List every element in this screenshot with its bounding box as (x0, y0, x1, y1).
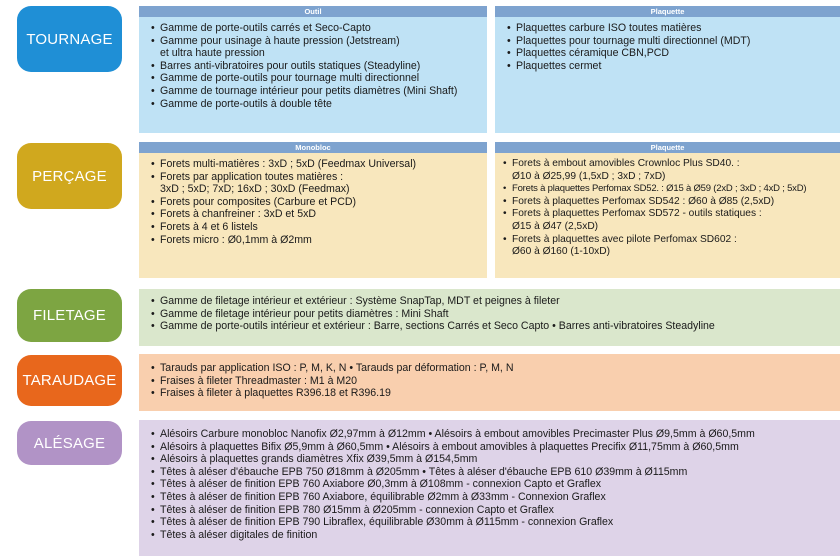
list-item: • Forets à plaquettes Perfomax SD52. : Ø15 à Ø59 (2xD ; 3xD ; 4xD ; 5xD) (503, 183, 838, 196)
list-item: • Fraises à fileter à plaquettes R396.18 et R396.19 (151, 387, 834, 400)
list-item: • Forets pour composites (Carbure et PCD) (151, 196, 481, 209)
column-header: Outil (139, 6, 487, 17)
list-item: • Plaquettes carbure ISO toutes matières (507, 22, 834, 35)
list-item: • Barres anti-vibratoires pour outils statiques (Steadyline) (151, 60, 481, 73)
list-item: • Forets à plaquettes Perfomax SD542 : Ø60 à Ø85 (2,5xD) (503, 196, 838, 209)
list-item: • Alésoirs à plaquettes Bifix Ø5,9mm à Ø60,5mm • Alésoirs à embout amovibles à plaquettes Precifix Ø11,75mm à Ø60,5mm (151, 441, 834, 454)
list-item: • Forets à plaquettes Perfomax SD572 - outils statiques : Ø15 à Ø47 (2,5xD) (503, 208, 838, 233)
list-item: • Gamme de porte-outils intérieur et extérieur : Barre, sections Carrés et Seco Capto • Barres anti-vibratoires Steadyline (151, 320, 834, 333)
list-item: • Forets par application toutes matières : 3xD ; 5xD; 7xD; 16xD ; 30xD (Feedmax) (151, 171, 481, 196)
list-item: • Plaquettes céramique CBN,PCD (507, 47, 834, 60)
list-item: • Gamme de filetage intérieur pour petits diamètres : Mini Shaft (151, 308, 834, 321)
list-item: • Forets à embout amovibles Crownloc Plus SD40. : Ø10 à Ø25,99 (1,5xD ; 3xD ; 7xD) (503, 158, 838, 183)
percage-monobloc-panel (139, 142, 487, 278)
tab-taraudage (17, 355, 122, 406)
list-item: • Forets micro : Ø0,1mm à Ø2mm (151, 234, 481, 247)
tab-label: TARAUDAGE (22, 372, 117, 389)
list-item: • Gamme de tournage intérieur pour petits diamètres (Mini Shaft) (151, 85, 481, 98)
tab-label: FILETAGE (32, 307, 106, 324)
list-item: • Gamme de filetage intérieur et extérieur : Système SnapTap, MDT et peignes à fileter (151, 295, 834, 308)
percage-plaquette-panel (495, 142, 840, 278)
tab-label: ALÉSAGE (33, 434, 106, 452)
column-header: Monobloc (139, 142, 487, 153)
list-item: • Plaquettes cermet (507, 60, 834, 73)
tab-filetage (17, 289, 122, 342)
list-item: • Forets à plaquettes avec pilote Perfomax SD602 : Ø60 à Ø160 (1-10xD) (503, 234, 838, 259)
list-item: • Têtes à aléser de finition EPB 780 Ø15mm à Ø205mm - connexion Capto et Graflex (151, 504, 834, 517)
tournage-plaquette-panel (495, 6, 840, 133)
tab-percage (17, 143, 122, 209)
list-item: • Forets à chanfreiner : 3xD et 5xD (151, 208, 481, 221)
taraudage-panel (139, 354, 840, 411)
list-item: • Têtes à aléser d'ébauche EPB 750 Ø18mm à Ø205mm • Têtes à aléser d'ébauche EPB 610 Ø39mm à Ø115mm (151, 466, 834, 479)
list-item: • Forets à 4 et 6 listels (151, 221, 481, 234)
list-item: • Gamme de porte-outils pour tournage multi directionnel (151, 72, 481, 85)
list-item: • Gamme de porte-outils à double tête (151, 98, 481, 111)
list-item: • Alésoirs à plaquettes grands diamètres Xfix Ø39,5mm à Ø154,5mm (151, 453, 834, 466)
list-item: • Forets multi-matières : 3xD ; 5xD (Feedmax Universal) (151, 158, 481, 171)
column-header: Plaquette (495, 6, 840, 17)
tab-tournage (17, 6, 122, 72)
alesage-panel (139, 420, 840, 556)
list-item: • Têtes à aléser de finition EPB 790 Libraflex, équilibrable Ø30mm à Ø115mm - connexion Graflex (151, 516, 834, 529)
filetage-panel (139, 289, 840, 346)
tab-label: TOURNAGE (26, 30, 113, 48)
list-item: • Plaquettes pour tournage multi directionnel (MDT) (507, 35, 834, 48)
list-item: • Fraises à fileter Threadmaster : M1 à M20 (151, 375, 834, 388)
tournage-outil-panel (139, 6, 487, 133)
tab-alesage (17, 421, 122, 465)
list-item: • Gamme pour usinage à haute pression (Jetstream) et ultra haute pression (151, 35, 481, 60)
list-item: • Têtes à aléser digitales de finition (151, 529, 834, 542)
column-header: Plaquette (495, 142, 840, 153)
list-item: • Têtes à aléser de finition EPB 760 Axiabore Ø0,3mm à Ø108mm - connexion Capto et Graflex (151, 478, 834, 491)
list-item: • Tarauds par application ISO : P, M, K, N • Tarauds par déformation : P, M, N (151, 362, 834, 375)
list-item: • Têtes à aléser de finition EPB 760 Axiabore, équilibrable Ø2mm à Ø33mm - Connexion Graflex (151, 491, 834, 504)
list-item: • Alésoirs Carbure monobloc Nanofix Ø2,97mm à Ø12mm • Alésoirs à embout amovibles Precimaster Plus Ø9,5mm à Ø60,5mm (151, 428, 834, 441)
tab-label: PERÇAGE (32, 167, 107, 185)
list-item: • Gamme de porte-outils carrés et Seco-Capto (151, 22, 481, 35)
